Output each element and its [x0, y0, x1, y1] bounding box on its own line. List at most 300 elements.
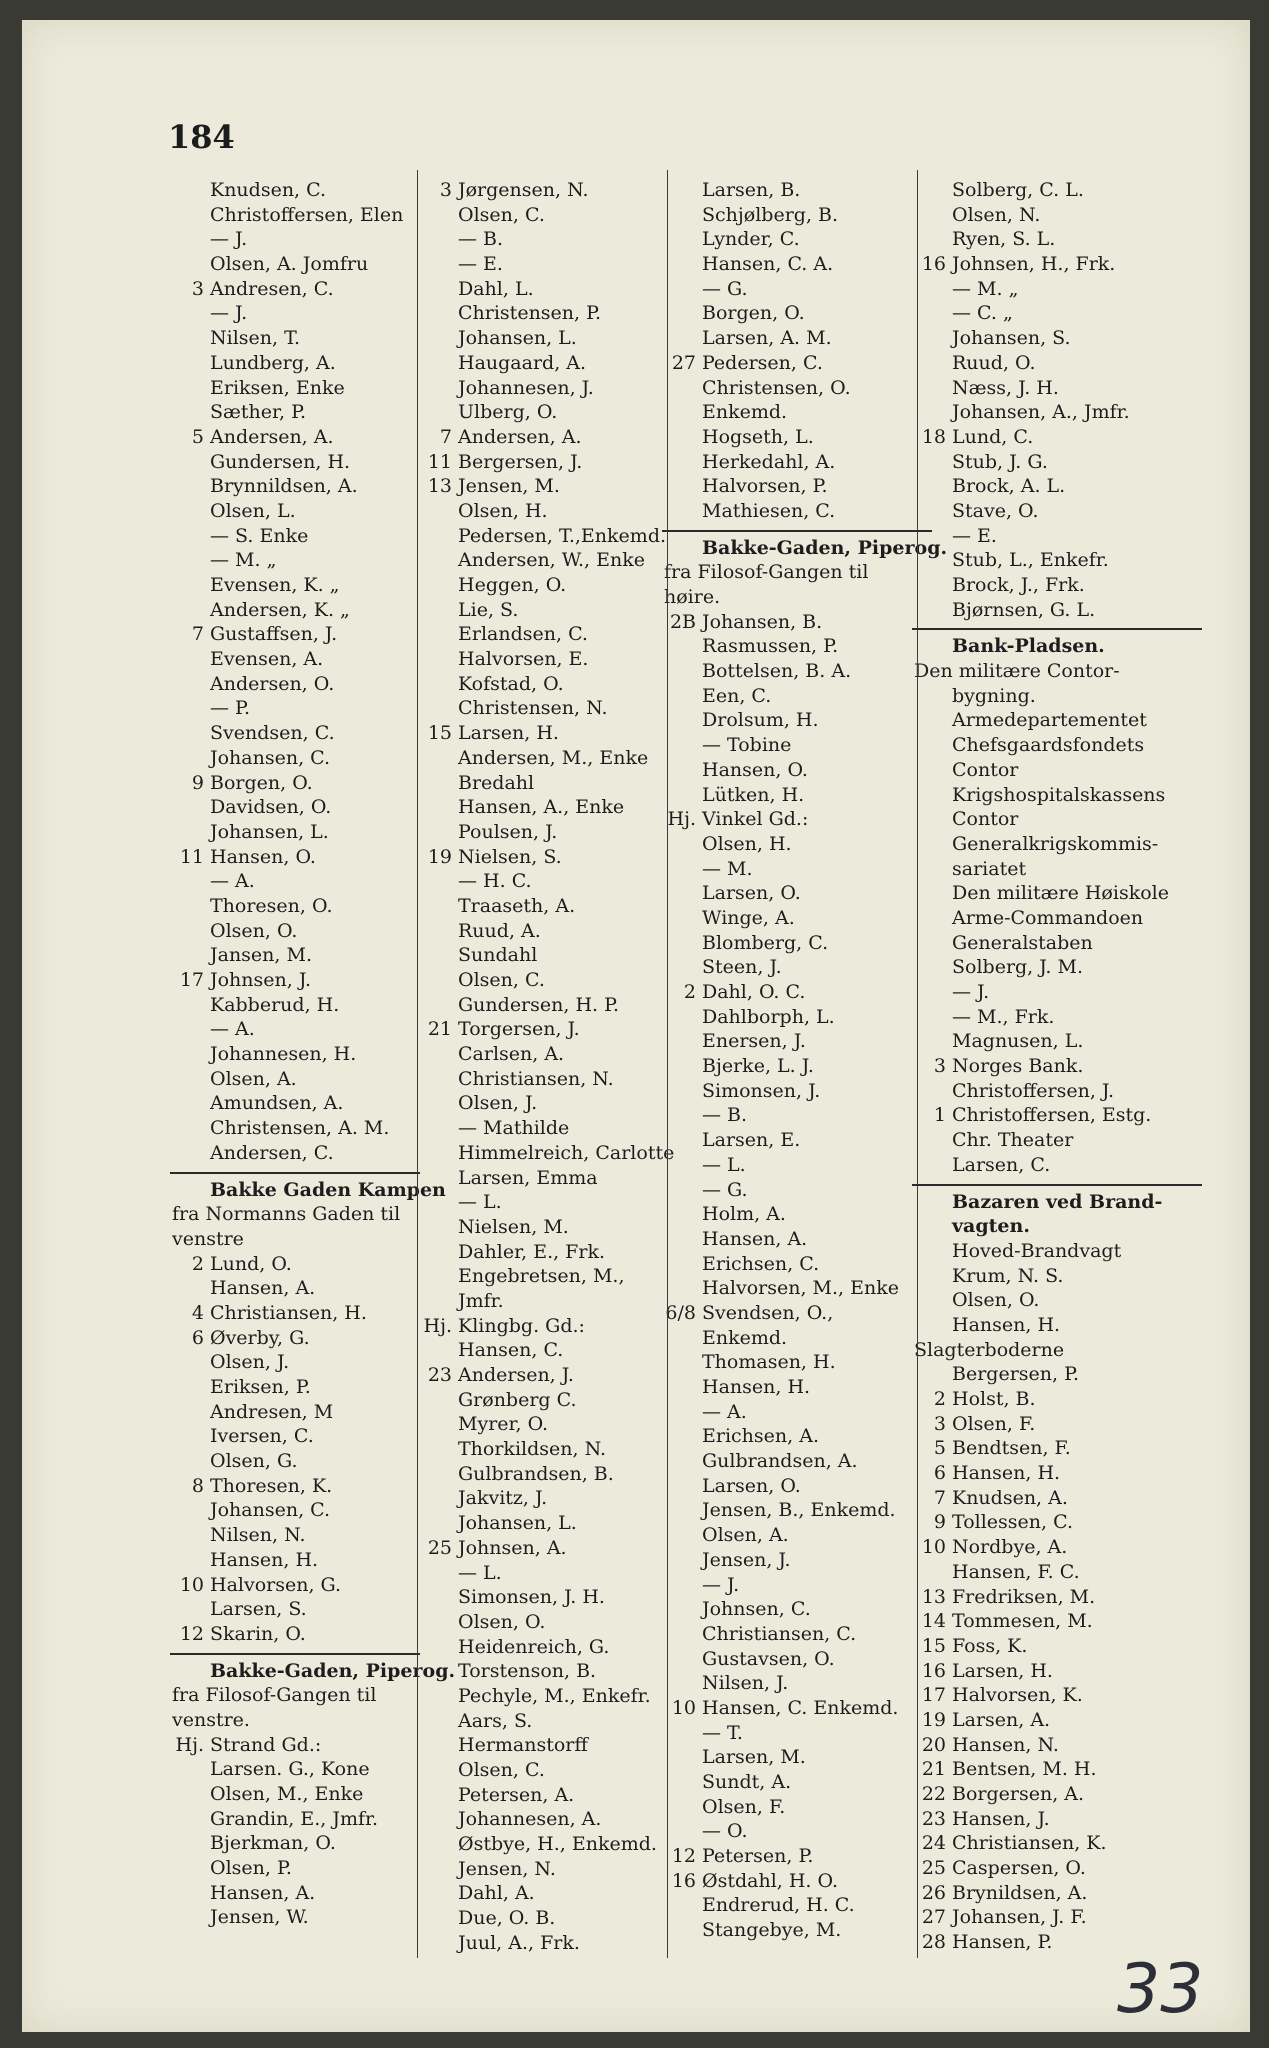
entry-text: Gustaffsen, J.: [210, 623, 338, 646]
directory-entry: [912, 474, 1202, 499]
entry-text: Dahler, E., Frk.: [458, 1240, 605, 1263]
directory-entry: [170, 598, 420, 623]
entry-text: Generalstaben: [952, 931, 1093, 954]
entry-text: Arme-Commandoen: [952, 906, 1144, 929]
house-number: 5: [191, 425, 204, 448]
directory-entry: [418, 1783, 688, 1808]
directory-entry: [418, 1017, 688, 1042]
directory-entry: [662, 1326, 932, 1351]
house-number: 3: [933, 1412, 946, 1435]
column-4: [912, 178, 1202, 1955]
entry-text: — M. „: [952, 277, 1019, 300]
entry-text: Hansen, P.: [952, 1931, 1053, 1954]
directory-entry: [662, 450, 932, 475]
entry-text: Thomasen, H.: [702, 1351, 836, 1374]
directory-entry: [170, 746, 420, 771]
house-number: 23: [427, 1364, 452, 1386]
directory-entry: [912, 598, 1202, 623]
directory-entry: [662, 1523, 932, 1548]
entry-text: Gulbrandsen, B.: [458, 1462, 614, 1485]
directory-entry: [662, 1079, 932, 1104]
directory-entry: [662, 1795, 932, 1820]
section-rule: [170, 1647, 420, 1659]
directory-entry: [662, 1573, 932, 1598]
directory-entry: [912, 1807, 1202, 1832]
entry-text: Johansen, B.: [702, 610, 823, 633]
directory-entry: [418, 1857, 688, 1882]
directory-entry: [418, 622, 688, 647]
directory-entry: [170, 1067, 420, 1092]
house-number: 9: [191, 771, 204, 794]
entry-text: Larsen, Emma: [458, 1166, 598, 1189]
directory-entry: [912, 1128, 1202, 1153]
directory-entry: [418, 1363, 688, 1388]
entry-text: Bakke-Gaden, Piperog.: [702, 536, 948, 559]
entry-text: Chr. Theater: [952, 1129, 1074, 1152]
directory-entry: [418, 1536, 688, 1561]
entry-text: Christensen, P.: [458, 302, 602, 325]
entry-text: Jansen, M.: [210, 944, 312, 967]
directory-entry: [912, 1535, 1202, 1560]
directory-entry: [662, 906, 932, 931]
directory-entry: [418, 1240, 688, 1265]
house-number: 15: [921, 1634, 946, 1657]
directory-entry: [170, 1548, 420, 1573]
directory-entry: [912, 1757, 1202, 1782]
directory-entry: [418, 1338, 688, 1363]
entry-text: — A.: [210, 1018, 255, 1041]
directory-entry: [170, 227, 420, 252]
house-number: 2: [683, 981, 696, 1003]
house-number: 10: [671, 1696, 696, 1719]
directory-entry: [170, 672, 420, 697]
directory-entry: [170, 400, 420, 425]
directory-page: [22, 20, 1250, 2032]
entry-text: Christensen, N.: [458, 697, 608, 720]
entry-text: Nielsen, M.: [458, 1215, 569, 1238]
directory-entry: [662, 733, 932, 758]
directory-entry: [170, 795, 420, 820]
section-rule: [170, 1166, 420, 1178]
entry-text: Hansen, A., Enke: [458, 796, 625, 819]
directory-entry: [418, 1314, 688, 1339]
entry-text: Lund, C.: [952, 425, 1034, 448]
entry-text: — O.: [702, 1820, 748, 1843]
directory-entry: [418, 721, 688, 746]
entry-text: Lütken, H.: [702, 783, 805, 806]
entry-text: — E.: [458, 253, 503, 276]
entry-text: Hansen, H.: [952, 1462, 1061, 1485]
entry-text: Hansen, C. Enkemd.: [702, 1696, 899, 1719]
entry-text: Poulsen, J.: [458, 820, 558, 843]
directory-entry: [662, 955, 932, 980]
entry-text: — J.: [210, 302, 248, 325]
entry-text: Iversen, C.: [210, 1425, 314, 1448]
directory-entry: [418, 178, 688, 203]
entry-text: Nielsen, S.: [458, 845, 562, 868]
directory-entry: [170, 548, 420, 573]
house-number: 6/8: [665, 1301, 696, 1324]
directory-entry: [170, 326, 420, 351]
entry-text: Haugaard, A.: [458, 351, 587, 374]
house-number: 6: [933, 1462, 946, 1485]
directory-entry: [418, 548, 688, 573]
directory-entry: [170, 993, 420, 1018]
house-number: 25: [921, 1857, 946, 1880]
entry-text: Lundberg, A.: [210, 351, 336, 374]
entry-text: Christiansen, C.: [702, 1622, 857, 1645]
directory-entry: [418, 1659, 688, 1684]
entry-text: Jensen, B., Enkemd.: [702, 1499, 896, 1522]
directory-entry: [912, 301, 1202, 326]
entry-text: Olsen, N.: [952, 203, 1041, 226]
entry-text: Torgersen, J.: [458, 1018, 580, 1041]
directory-entry: [912, 1461, 1202, 1486]
entry-text: Jakvitz, J.: [458, 1487, 548, 1510]
entry-text: Thorkildsen, N.: [458, 1438, 607, 1461]
entry-text: Hansen, H.: [952, 1313, 1061, 1336]
entry-text: Hermanstorff: [458, 1734, 588, 1757]
entry-text: Eriksen, Enke: [210, 376, 345, 399]
directory-entry: [662, 1721, 932, 1746]
entry-text: Olsen, L.: [210, 499, 296, 522]
directory-entry: [418, 450, 688, 475]
entry-text: Caspersen, O.: [952, 1857, 1086, 1880]
entry-text: — L.: [458, 1561, 502, 1584]
entry-text: Blomberg, C.: [702, 931, 829, 954]
directory-entry: [912, 684, 1202, 709]
entry-text: Erichsen, A.: [702, 1425, 819, 1448]
entry-text: Pechyle, M., Enkefr.: [458, 1684, 651, 1707]
directory-entry: [170, 524, 420, 549]
entry-text: Heidenreich, G.: [458, 1635, 610, 1658]
house-number: 10: [921, 1536, 946, 1559]
entry-text: — B.: [458, 228, 504, 251]
entry-text: Aars, S.: [458, 1709, 533, 1732]
directory-entry: [912, 450, 1202, 475]
entry-text: Larsen, E.: [702, 1129, 801, 1152]
entry-text: Hansen, O.: [702, 758, 808, 781]
directory-entry: [170, 1573, 420, 1598]
entry-text: fra Filosof-Gangen til: [172, 1684, 377, 1707]
directory-entry: [912, 1634, 1202, 1659]
entry-text: Krum, N. S.: [952, 1264, 1064, 1287]
directory-entry: [418, 696, 688, 721]
entry-text: Johnsen, C.: [702, 1598, 811, 1621]
house-number: 1: [933, 1104, 946, 1127]
entry-text: Olsen, H.: [702, 832, 792, 855]
directory-entry: [170, 252, 420, 277]
street-heading: [912, 1214, 1202, 1239]
entry-text: Johansen, J. F.: [952, 1906, 1087, 1929]
entry-text: venstre: [172, 1227, 244, 1250]
entry-text: Jensen, J.: [702, 1548, 791, 1571]
house-number: 11: [427, 450, 452, 473]
house-number: 17: [179, 969, 204, 991]
directory-entry: [418, 1067, 688, 1092]
directory-entry: [662, 1375, 932, 1400]
directory-entry: [912, 733, 1202, 758]
house-number: 21: [427, 1018, 452, 1041]
directory-entry: [912, 1313, 1202, 1338]
entry-text: Hansen, N.: [952, 1733, 1059, 1756]
directory-entry: [662, 634, 932, 659]
entry-text: Gustavsen, O.: [702, 1647, 835, 1670]
entry-text: Johansen, L.: [458, 1512, 577, 1535]
entry-text: Fredriksen, M.: [952, 1585, 1096, 1608]
entry-text: Olsen, F.: [952, 1412, 1036, 1435]
entry-text: Larsen, O.: [702, 1474, 801, 1497]
entry-text: høire.: [664, 586, 721, 608]
directory-entry: [912, 1905, 1202, 1930]
entry-text: Jørgensen, N.: [458, 179, 589, 201]
entry-text: Holst, B.: [952, 1388, 1036, 1410]
street-heading: [912, 634, 1202, 659]
directory-entry: [912, 758, 1202, 783]
entry-text: Himmelreich, Carlotte: [458, 1141, 675, 1164]
directory-entry: [662, 881, 932, 906]
directory-entry: [418, 820, 688, 845]
house-number: 7: [191, 623, 204, 646]
directory-entry: [418, 869, 688, 894]
entry-text: — G.: [702, 277, 748, 300]
entry-text: Stangebye, M.: [702, 1919, 842, 1942]
entry-text: — B.: [702, 1104, 748, 1127]
directory-entry: [170, 1424, 420, 1449]
entry-text: Olsen, C.: [458, 969, 545, 991]
directory-entry: [662, 1005, 932, 1030]
directory-entry: [170, 178, 420, 203]
house-number: 28: [921, 1931, 946, 1954]
entry-text: Ruud, A.: [458, 919, 541, 942]
directory-entry: [662, 1054, 932, 1079]
entry-text: Ruud, O.: [952, 351, 1036, 374]
directory-entry: [170, 1881, 420, 1906]
directory-entry: [170, 499, 420, 524]
entry-text: Johansen, A., Jmfr.: [952, 401, 1130, 424]
entry-text: Olsen, C.: [458, 203, 545, 226]
directory-entry: [418, 1141, 688, 1166]
directory-entry: [662, 1622, 932, 1647]
entry-text: Hoved-Brandvagt: [952, 1239, 1122, 1262]
entry-text: Johansen, S.: [952, 327, 1071, 350]
house-number: 23: [921, 1807, 946, 1830]
entry-text: — M., Frk.: [952, 1005, 1055, 1028]
directory-entry: [912, 1881, 1202, 1906]
directory-entry: [418, 943, 688, 968]
house-number: 16: [921, 253, 946, 276]
directory-entry: [418, 1906, 688, 1931]
entry-text: Borgersen, A.: [952, 1783, 1085, 1805]
entry-text: Sundahl: [458, 944, 538, 967]
house-number: Hj.: [423, 1314, 452, 1337]
house-number: 7: [933, 1486, 946, 1509]
entry-text: Christiansen, K.: [952, 1832, 1107, 1855]
directory-entry: [912, 1387, 1202, 1412]
directory-entry: [418, 1437, 688, 1462]
entry-text: — Tobine: [702, 734, 792, 757]
directory-entry: [662, 931, 932, 956]
house-number: 9: [933, 1511, 946, 1534]
entry-text: Bjerke, L. J.: [702, 1055, 814, 1078]
entry-text: Larsen, A. M.: [702, 327, 832, 350]
entry-text: Petersen, P.: [702, 1845, 814, 1868]
directory-entry: [418, 301, 688, 326]
directory-entry: [912, 1733, 1202, 1758]
directory-entry: [912, 1103, 1202, 1128]
entry-text: Johannesen, H.: [210, 1043, 357, 1066]
directory-entry: [662, 301, 932, 326]
entry-text: Evensen, A.: [210, 648, 324, 671]
entry-text: Christiansen, H.: [210, 1301, 367, 1324]
directory-entry: [418, 400, 688, 425]
entry-text: Halvorsen, M., Enke: [702, 1277, 899, 1300]
entry-text: — E.: [952, 524, 997, 547]
entry-text: Bjørnsen, G. L.: [952, 598, 1096, 621]
house-number: 2B: [669, 610, 696, 633]
entry-text: Larsen, M.: [702, 1746, 806, 1769]
house-number: 17: [921, 1684, 946, 1707]
entry-text: venstre.: [172, 1708, 250, 1731]
entry-text: Olsen, F.: [702, 1795, 786, 1818]
entry-text: fra Normanns Gaden til: [172, 1203, 401, 1226]
entry-text: Larsen, H.: [458, 722, 559, 745]
directory-entry: [418, 993, 688, 1018]
directory-entry: [418, 1486, 688, 1511]
entry-text: Borgen, O.: [210, 771, 313, 794]
directory-entry: [662, 277, 932, 302]
directory-entry: [662, 1424, 932, 1449]
directory-entry: [418, 919, 688, 944]
column-divider: [667, 170, 668, 1958]
street-heading: [170, 1178, 446, 1203]
entry-text: Østdahl, H. O.: [702, 1869, 838, 1892]
entry-text: — M. „: [210, 549, 277, 572]
house-number: Hj.: [175, 1733, 204, 1756]
directory-entry: [418, 474, 688, 499]
directory-entry: [912, 1239, 1202, 1264]
directory-entry: [912, 807, 1202, 832]
entry-text: Johnsen, J.: [210, 969, 312, 991]
house-number: 24: [921, 1832, 946, 1855]
directory-entry: [170, 425, 420, 450]
directory-entry: [418, 894, 688, 919]
house-number: 2: [191, 1252, 204, 1275]
entry-text: sariatet: [952, 857, 1027, 880]
directory-entry: [418, 326, 688, 351]
entry-text: Andresen, C.: [210, 277, 334, 300]
directory-entry: [170, 1252, 420, 1277]
house-number: 16: [921, 1659, 946, 1682]
entry-text: — M.: [702, 857, 753, 880]
house-number: 11: [179, 845, 204, 868]
directory-entry: [912, 1153, 1202, 1178]
entry-text: Thoresen, O.: [210, 894, 333, 917]
directory-entry: [170, 1757, 420, 1782]
entry-text: Knudsen, A.: [952, 1486, 1068, 1509]
entry-text: Johansen, C.: [210, 746, 331, 769]
entry-text: Hansen, C. A.: [702, 253, 834, 276]
directory-entry: [662, 1029, 932, 1054]
directory-entry: [912, 203, 1202, 228]
entry-text: Andersen, A.: [210, 425, 334, 448]
directory-entry: [418, 1881, 688, 1906]
directory-entry: [912, 1659, 1202, 1684]
entry-text: Tollessen, C.: [952, 1511, 1073, 1534]
entry-text: Bank-Pladsen.: [952, 635, 1105, 658]
directory-entry: [170, 845, 420, 870]
entry-text: Engebretsen, M.,: [458, 1265, 625, 1288]
directory-entry: [170, 1350, 420, 1375]
house-number: Hj.: [667, 808, 696, 831]
directory-entry: [170, 1807, 420, 1832]
directory-entry: [662, 1350, 932, 1375]
directory-entry: [912, 1029, 1202, 1054]
entry-text: Andersen, W., Enke: [458, 549, 645, 572]
entry-text: — L.: [702, 1153, 746, 1176]
entry-text: Tommesen, M.: [952, 1610, 1093, 1633]
entry-text: Larsen, H.: [952, 1659, 1053, 1682]
directory-entry: [418, 1166, 688, 1191]
entry-text: Hansen, A.: [702, 1227, 808, 1250]
directory-entry: [418, 1190, 688, 1215]
entry-text: — J.: [210, 228, 248, 251]
house-number: 22: [921, 1783, 946, 1805]
house-number: 20: [921, 1733, 946, 1756]
entry-text: Hansen, F. C.: [952, 1560, 1080, 1583]
entry-text: Olsen, O.: [952, 1289, 1040, 1312]
directory-entry: [912, 1054, 1202, 1079]
entry-text: Enkemd.: [702, 401, 788, 424]
house-number: 3: [191, 277, 204, 300]
entry-text: Øverby, G.: [210, 1326, 310, 1349]
entry-text: Armedepartementet: [952, 709, 1147, 732]
entry-text: Stub, L., Enkefr.: [952, 549, 1109, 572]
directory-entry: [912, 931, 1202, 956]
house-number: 19: [921, 1708, 946, 1731]
directory-entry: [662, 1227, 932, 1252]
entry-text: Nilsen, T.: [210, 327, 301, 350]
directory-entry: [418, 1215, 688, 1240]
entry-text: Svendsen, C.: [210, 722, 335, 745]
directory-entry: [912, 1264, 1202, 1289]
entry-text: Halvorsen, K.: [952, 1684, 1083, 1707]
street-heading: [170, 1659, 456, 1684]
directory-entry: [170, 771, 420, 796]
directory-entry: [912, 980, 1202, 1005]
directory-entry: [662, 178, 932, 203]
directory-entry: [912, 524, 1202, 549]
directory-entry: [662, 807, 932, 832]
directory-entry: [662, 1276, 932, 1301]
directory-entry: [912, 783, 1202, 808]
entry-text: Olsen, A.: [210, 1067, 297, 1090]
directory-entry: [912, 326, 1202, 351]
house-number: 13: [921, 1585, 946, 1608]
entry-text: Dahl, L.: [458, 277, 534, 300]
directory-entry: [170, 351, 420, 376]
entry-text: Brynildsen, A.: [952, 1881, 1088, 1904]
entry-text: Andersen, M., Enke: [458, 746, 649, 769]
directory-entry: [418, 968, 688, 993]
directory-entry: [662, 980, 932, 1005]
directory-entry: [662, 1918, 932, 1943]
directory-entry: [912, 1486, 1202, 1511]
entry-text: Christoffersen, Estg.: [952, 1104, 1152, 1127]
entry-text: Grønberg C.: [458, 1388, 577, 1411]
directory-entry: [418, 1733, 688, 1758]
entry-text: Nilsen, N.: [210, 1524, 306, 1547]
